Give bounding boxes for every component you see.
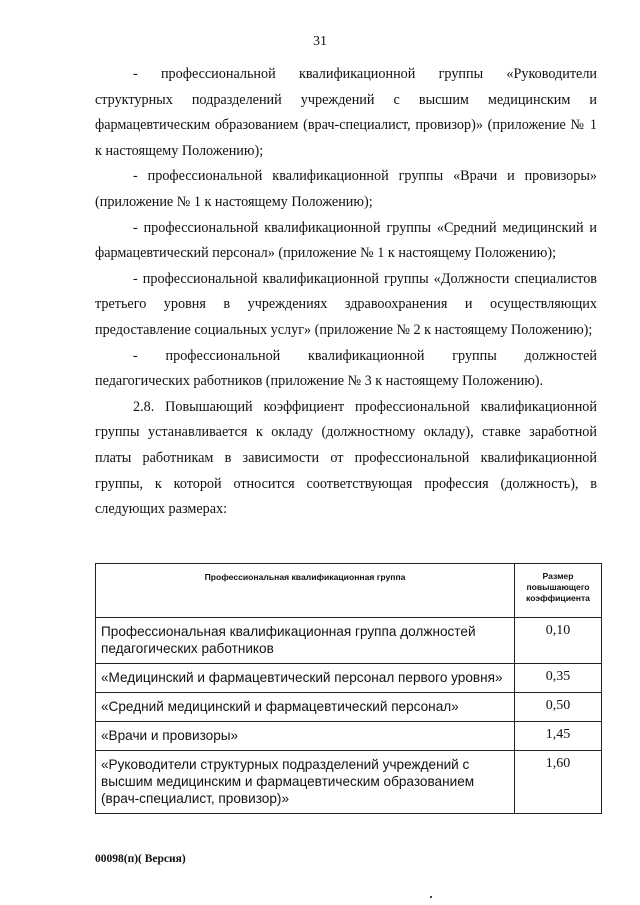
header-group: Профессиональная квалификационная группа [96, 564, 515, 618]
table-row [96, 618, 602, 664]
table-header-row [96, 564, 602, 618]
group-cell: «Врачи и провизоры» [96, 722, 515, 751]
group-cell: «Медицинский и фармацевтический персонал первого уровня» [96, 664, 515, 693]
paragraph-pkg-teachers: - профессиональной квалификационной группы должностей педагогических работников (приложение № 3 к настоящему Положению). [95, 347, 597, 390]
group-cell: «Руководители структурных подразделений учреждений с высшим медицинским и фармацевтическим образованием (врач-специалист, провизор)» [96, 751, 515, 814]
paragraph-pkg-nurses: - профессиональной квалификационной группы «Средний медицинский и фармацевтический персонал» (приложение № 1 к настоящему Положению); [95, 219, 597, 262]
table-row [96, 722, 602, 751]
table-row [96, 664, 602, 693]
header-coefficient: Размер повышающего коэффициента [515, 564, 602, 618]
coefficient-cell: 1,60 [515, 751, 602, 814]
body-text [95, 62, 597, 523]
document-footer: 00098(п)( Версия) [95, 853, 186, 865]
table-row [96, 751, 602, 814]
page-number: 31 [313, 34, 327, 49]
group-cell: «Средний медицинский и фармацевтический персонал» [96, 693, 515, 722]
paragraph-pkg-doctors: - профессиональной квалификационной группы «Врачи и провизоры» (приложение № 1 к настоящему Положению); [95, 168, 597, 210]
table-row [96, 693, 602, 722]
scan-speck [430, 896, 432, 898]
paragraph-2-8: 2.8. Повышающий коэффициент профессиональной квалификационной группы устанавливается к окладу (должностному окладу), ставке заработной платы работникам в зависимости от профессиональной квалификационной группы, к которой относится соответствующая профессия (должность), в следующих размерах: [95, 398, 597, 518]
coefficient-cell: 0,50 [515, 693, 602, 722]
coefficient-cell: 1,45 [515, 722, 602, 751]
coefficient-table [95, 563, 602, 814]
coefficient-cell: 0,35 [515, 664, 602, 693]
paragraph-pkg-heads: - профессиональной квалификационной группы «Руководители структурных подразделений учреждений с высшим медицинским и фармацевтическим образованием (врач-специалист, провизор)» (приложение № 1 к настоящему Положению); [95, 66, 597, 159]
coefficient-cell: 0,10 [515, 618, 602, 664]
paragraph-pkg-specialists: - профессиональной квалификационной группы «Должности специалистов третьего уровня в учреждениях здравоохранения и осуществляющих предоставление социальных услуг» (приложение № 2 к настоящему Положению); [95, 270, 597, 338]
group-cell: Профессиональная квалификационная группа должностей педагогических работников [96, 618, 515, 664]
